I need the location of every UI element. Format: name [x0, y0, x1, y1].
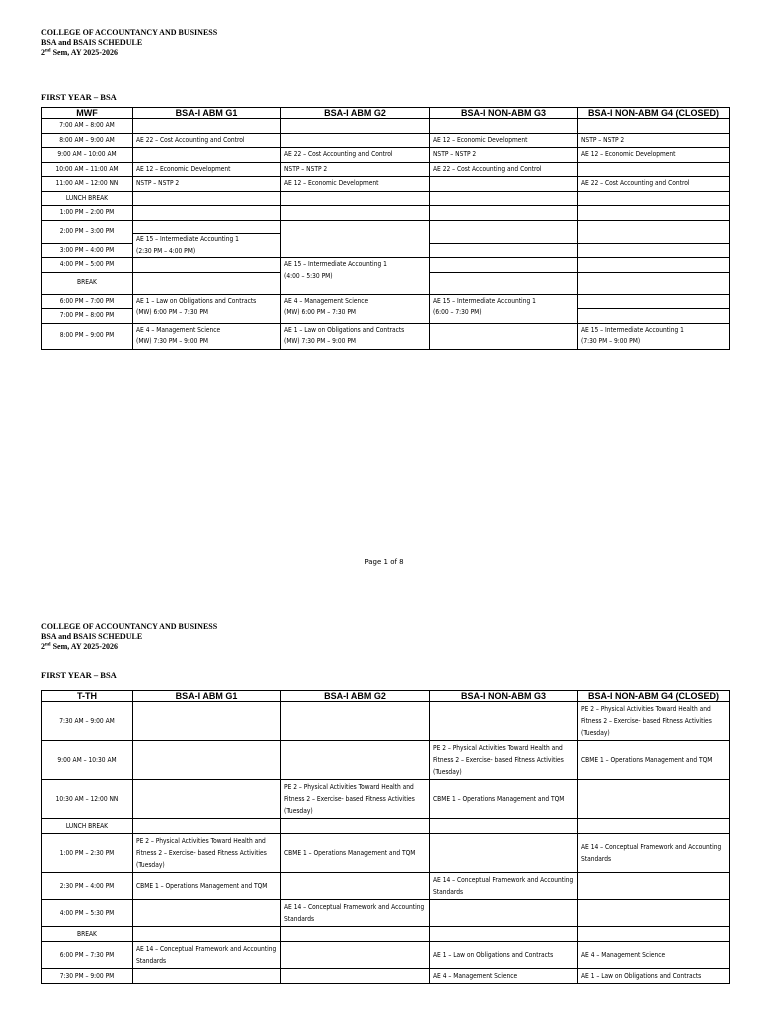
schedule-cell [281, 927, 430, 942]
schedule-cell [133, 900, 281, 927]
course-line: AE 15 – Intermediate Accounting 1 [433, 296, 536, 305]
time-cell: 7:30 PM – 9:00 PM [42, 969, 133, 984]
schedule-cell: AE 12 – Economic Development [578, 148, 730, 163]
schedule-cell [430, 220, 578, 243]
schedule-cell [578, 819, 730, 834]
schedule-cell: NSTP – NSTP 2 [430, 148, 578, 163]
column-header: T-TH [42, 691, 133, 702]
time-cell: 10:00 AM – 11:00 AM [42, 162, 133, 177]
table-row [42, 294, 730, 309]
schedule-cell: PE 2 – Physical Activities Toward Health and Fitness 2 – Exercise- based Fitness Activities (Tuesday) [430, 741, 578, 780]
page-2 [41, 622, 729, 984]
schedule-cell [281, 741, 430, 780]
column-header: BSA-I NON-ABM G3 [430, 691, 578, 702]
schedule-cell [281, 119, 430, 134]
schedule-cell [430, 272, 578, 294]
schedule-cell: AE 12 – Economic Development [281, 177, 430, 192]
schedule-cell: PE 2 – Physical Activities Toward Health and Fitness 2 – Exercise- based Fitness Activities (Tuesday) [281, 780, 430, 819]
schedule-cell [281, 294, 430, 323]
time-cell: 8:00 AM – 9:00 AM [42, 133, 133, 148]
schedule-cell [430, 294, 578, 323]
time-cell: 7:30 AM – 9:00 AM [42, 702, 133, 741]
schedule-cell [578, 243, 730, 258]
table-row [42, 177, 730, 192]
schedule-cell [430, 900, 578, 927]
schedule-cell: AE 22 – Cost Accounting and Control [578, 177, 730, 192]
course-time: (MW) 6:00 PM – 7:30 PM [284, 308, 357, 316]
schedule-cell [133, 119, 281, 134]
schedule-cell: CBME 1 – Operations Management and TQM [281, 834, 430, 873]
table-header-row [42, 108, 730, 119]
course-line: AE 4 – Management Science [284, 296, 369, 305]
schedule-cell [578, 119, 730, 134]
schedule-cell [133, 702, 281, 741]
schedule-cell [133, 780, 281, 819]
schedule-cell: AE 12 – Economic Development [430, 133, 578, 148]
lunch-break-cell: LUNCH BREAK [42, 819, 133, 834]
course-line: AE 4 – Management Science [136, 325, 221, 334]
schedule-cell [133, 191, 281, 206]
tth-schedule-table [41, 690, 730, 984]
table-row [42, 741, 730, 780]
table-row [42, 191, 730, 206]
course-line: AE 15 – Intermediate Accounting 1 [581, 325, 684, 334]
time-cell: 9:00 AM – 10:30 AM [42, 741, 133, 780]
schedule-cell [281, 191, 430, 206]
schedule-cell: CBME 1 – Operations Management and TQM [133, 873, 281, 900]
schedule-cell: PE 2 – Physical Activities Toward Health and Fitness 2 – Exercise- based Fitness Activities (Tuesday) [578, 702, 730, 741]
schedule-cell [133, 206, 281, 221]
course-line: AE 1 – Law on Obligations and Contracts [284, 325, 405, 334]
table-row [42, 206, 730, 221]
schedule-cell: AE 14 – Conceptual Framework and Accounting Standards [133, 942, 281, 969]
schedule-cell [430, 119, 578, 134]
schedule-cell: NSTP – NSTP 2 [281, 162, 430, 177]
schedule-cell [281, 258, 430, 295]
course-time: (6:00 – 7:30 PM) [433, 308, 482, 316]
schedule-cell [133, 148, 281, 163]
schedule-cell [578, 220, 730, 243]
schedule-cell [578, 272, 730, 294]
schedule-cell [430, 206, 578, 221]
schedule-cell [578, 309, 730, 324]
schedule-cell [430, 323, 578, 349]
schedule-cell [133, 741, 281, 780]
column-header: BSA-I ABM G2 [281, 108, 430, 119]
schedule-cell [133, 819, 281, 834]
schedule-cell: AE 14 – Conceptual Framework and Accounting Standards [578, 834, 730, 873]
time-cell: 10:30 AM – 12:00 NN [42, 780, 133, 819]
schedule-cell [430, 702, 578, 741]
schedule-cell [578, 191, 730, 206]
schedule-cell [430, 819, 578, 834]
time-cell: 1:00 PM – 2:30 PM [42, 834, 133, 873]
schedule-cell [430, 927, 578, 942]
table-row [42, 819, 730, 834]
schedule-cell [281, 206, 430, 221]
table-row [42, 220, 730, 243]
time-cell: 9:00 AM – 10:00 AM [42, 148, 133, 163]
college-name: COLLEGE OF ACCOUNTANCY AND BUSINESS [41, 622, 218, 631]
schedule-cell [133, 323, 281, 349]
schedule-cell: AE 4 – Management Science [430, 969, 578, 984]
schedule-cell [281, 942, 430, 969]
schedule-cell [281, 220, 430, 258]
course-time: (MW) 6:00 PM – 7:30 PM [136, 308, 209, 316]
schedule-cell [578, 927, 730, 942]
time-cell: 3:00 PM – 4:00 PM [42, 243, 133, 258]
time-cell: 2:30 PM – 4:00 PM [42, 873, 133, 900]
schedule-cell [133, 969, 281, 984]
schedule-cell: NSTP – NSTP 2 [133, 177, 281, 192]
page-1 [41, 28, 729, 350]
schedule-cell [430, 258, 578, 273]
time-cell: 6:00 PM – 7:00 PM [42, 294, 133, 309]
time-cell: 2:00 PM – 3:00 PM [42, 220, 133, 243]
time-cell: 7:00 AM – 8:00 AM [42, 119, 133, 134]
course-time: (2:30 PM – 4:00 PM) [136, 246, 196, 255]
table-row [42, 873, 730, 900]
schedule-cell [430, 177, 578, 192]
time-cell: 4:00 PM – 5:30 PM [42, 900, 133, 927]
mwf-schedule-table [41, 107, 730, 350]
table-row [42, 780, 730, 819]
column-header: BSA-I NON-ABM G4 (CLOSED) [578, 691, 730, 702]
schedule-cell [430, 191, 578, 206]
schedule-cell: AE 12 – Economic Development [133, 162, 281, 177]
schedule-cell: AE 22 – Cost Accounting and Control [133, 133, 281, 148]
schedule-cell [133, 294, 281, 323]
schedule-cell [133, 220, 281, 258]
table-row [42, 900, 730, 927]
schedule-cell [281, 702, 430, 741]
schedule-cell [578, 258, 730, 273]
course-time: (MW) 7:30 PM – 9:00 PM [136, 337, 209, 345]
column-header: BSA-I ABM G1 [133, 691, 281, 702]
schedule-cell [578, 900, 730, 927]
schedule-cell [578, 323, 730, 349]
break-cell: BREAK [42, 272, 133, 294]
table-header-row [42, 691, 730, 702]
schedule-cell: AE 4 – Management Science [578, 942, 730, 969]
lunch-break-cell: LUNCH BREAK [42, 191, 133, 206]
course-time: (4:00 – 5:30 PM) [284, 271, 333, 280]
schedule-cell [578, 162, 730, 177]
schedule-cell: AE 1 – Law on Obligations and Contracts [578, 969, 730, 984]
table-row [42, 162, 730, 177]
schedule-cell [578, 294, 730, 309]
schedule-cell: AE 14 – Conceptual Framework and Accounting Standards [281, 900, 430, 927]
program-title: BSA and BSAIS SCHEDULE [41, 38, 143, 47]
table-row [42, 119, 730, 134]
course-line: AE 15 – Intermediate Accounting 1 [284, 260, 387, 268]
schedule-cell [578, 873, 730, 900]
time-cell: 4:00 PM – 5:00 PM [42, 258, 133, 273]
column-header: MWF [42, 108, 133, 119]
column-header: BSA-I ABM G2 [281, 691, 430, 702]
schedule-cell [281, 969, 430, 984]
schedule-cell [281, 323, 430, 349]
time-cell: 6:00 PM – 7:30 PM [42, 942, 133, 969]
time-cell: 8:00 PM – 9:00 PM [42, 323, 133, 349]
schedule-cell: NSTP – NSTP 2 [578, 133, 730, 148]
schedule-cell: AE 22 – Cost Accounting and Control [281, 148, 430, 163]
page-footer: Page 1 of 8 [364, 558, 404, 566]
schedule-cell: AE 14 – Conceptual Framework and Accounting Standards [430, 873, 578, 900]
column-header: BSA-I NON-ABM G3 [430, 108, 578, 119]
table-row [42, 927, 730, 942]
schedule-cell: AE 22 – Cost Accounting and Control [430, 162, 578, 177]
semester-line: 2nd Sem, AY 2025-2026 [41, 642, 118, 651]
table-row [42, 834, 730, 873]
program-title: BSA and BSAIS SCHEDULE [41, 632, 143, 641]
course-time: (MW) 7:30 PM – 9:00 PM [284, 337, 357, 345]
time-cell: 7:00 PM – 8:00 PM [42, 309, 133, 324]
section-title: FIRST YEAR – BSA [41, 670, 117, 680]
time-cell: 11:00 AM – 12:00 NN [42, 177, 133, 192]
schedule-cell [281, 133, 430, 148]
schedule-cell [133, 258, 281, 273]
section-title: FIRST YEAR – BSA [41, 92, 117, 102]
course-line: AE 1 – Law on Obligations and Contracts [136, 296, 257, 305]
schedule-cell [133, 272, 281, 294]
schedule-cell [430, 243, 578, 258]
schedule-cell: PE 2 – Physical Activities Toward Health and Fitness 2 – Exercise- based Fitness Activities (Tuesday) [133, 834, 281, 873]
table-row [42, 969, 730, 984]
schedule-cell [430, 834, 578, 873]
schedule-cell [133, 927, 281, 942]
table-row [42, 702, 730, 741]
schedule-cell [281, 819, 430, 834]
schedule-cell [281, 873, 430, 900]
break-cell: BREAK [42, 927, 133, 942]
column-header: BSA-I NON-ABM G4 (CLOSED) [578, 108, 730, 119]
schedule-cell: CBME 1 – Operations Management and TQM [430, 780, 578, 819]
time-cell: 1:00 PM – 2:00 PM [42, 206, 133, 221]
schedule-cell: AE 1 – Law on Obligations and Contracts [430, 942, 578, 969]
table-row [42, 133, 730, 148]
college-name: COLLEGE OF ACCOUNTANCY AND BUSINESS [41, 28, 218, 37]
table-row [42, 258, 730, 273]
table-row [42, 942, 730, 969]
schedule-cell [578, 206, 730, 221]
semester-line: 2nd Sem, AY 2025-2026 [41, 48, 118, 57]
table-row [42, 323, 730, 349]
schedule-cell [578, 780, 730, 819]
schedule-cell: CBME 1 – Operations Management and TQM [578, 741, 730, 780]
table-row [42, 148, 730, 163]
course-line: AE 15 – Intermediate Accounting 1 [136, 235, 239, 243]
column-header: BSA-I ABM G1 [133, 108, 281, 119]
course-time: (7:30 PM – 9:00 PM) [581, 337, 641, 345]
